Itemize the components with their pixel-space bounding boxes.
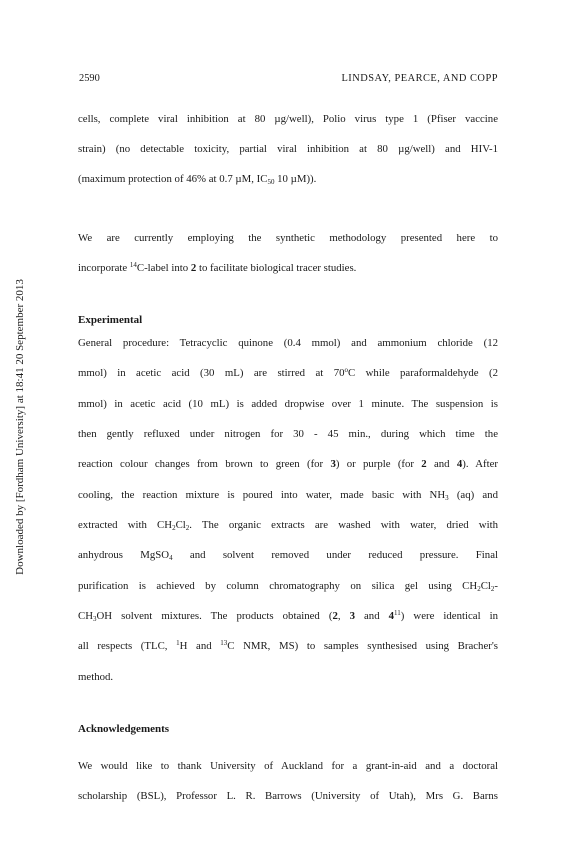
paragraph2-text-c: to facilitate biological tracer studies. xyxy=(196,262,357,274)
chemical-subscript: 2 xyxy=(477,585,481,593)
chemical-subscript: 3 xyxy=(93,615,97,623)
experimental-line-10 xyxy=(78,609,498,623)
experimental-line-7-text-a: extracted with CH xyxy=(78,519,173,531)
experimental-line-9 xyxy=(78,579,498,593)
experimental-line-11-text-a: all respects (TLC, xyxy=(78,640,177,652)
chemical-subscript: 2 xyxy=(490,585,495,593)
experimental-line-12-text: method. xyxy=(78,671,114,683)
compound-ref: 2 xyxy=(332,610,338,622)
intro-line-3 xyxy=(78,172,498,186)
compound-ref: 3 xyxy=(330,458,336,470)
chemical-subscript: 4 xyxy=(169,554,173,562)
intro-line-1-text: cells, complete viral inhibition at 80 µg/well), Polio virus type 1 (Pfiser vaccine xyxy=(78,113,498,125)
experimental-line-2-text-b: C while paraformaldehyde (2 xyxy=(348,367,498,379)
experimental-heading: Experimental xyxy=(78,314,143,326)
intro-line-1 xyxy=(78,112,498,126)
experimental-line-10-text-a: CH xyxy=(78,610,93,622)
compound-ref: 3 xyxy=(349,610,355,622)
experimental-line-4 xyxy=(78,427,498,441)
experimental-line-10-text-b: OH solvent mixtures. The products obtained ( xyxy=(96,610,333,622)
experimental-line-10-text-c: , xyxy=(337,610,350,622)
experimental-line-9-text-b: Cl xyxy=(480,580,491,592)
chemical-subscript: 3 xyxy=(445,494,449,502)
paragraph2-text-a: incorporate xyxy=(78,262,130,274)
experimental-line-4-text: then gently refluxed under nitrogen for 30 - 45 min., during which time the xyxy=(78,428,498,440)
experimental-line-9-text-c: - xyxy=(494,580,498,592)
compound-ref: 2 xyxy=(190,262,197,274)
experimental-line-7-text-c: . The organic extracts are washed with water, dried with xyxy=(189,519,499,531)
experimental-line-8 xyxy=(78,548,498,562)
compound-ref: 2 xyxy=(421,458,427,470)
paragraph2-line-1-text: We are currently employing the synthetic methodology presented here to xyxy=(78,232,498,244)
experimental-line-5 xyxy=(78,457,498,471)
experimental-line-5-text-d: and xyxy=(426,458,457,470)
experimental-line-6-text-a: cooling, the reaction mixture is poured into water, made basic with NH xyxy=(78,489,446,501)
experimental-line-9-text-a: purification is achieved by column chromatography on silica gel using CH xyxy=(78,580,478,592)
experimental-line-3 xyxy=(78,397,498,411)
experimental-line-5-text-c: ) or purple (for xyxy=(335,458,422,470)
acknowledgements-line-2 xyxy=(78,789,498,803)
chemical-subscript: 2 xyxy=(185,524,190,532)
experimental-line-6 xyxy=(78,488,498,502)
running-head xyxy=(79,73,498,87)
experimental-line-11-text-b: H and xyxy=(179,640,221,652)
chemical-subscript: 2 xyxy=(172,524,176,532)
isotope-superscript: 1 xyxy=(176,639,180,647)
intro-line-2 xyxy=(78,142,498,156)
paragraph2-text-b: C-label into xyxy=(136,262,191,274)
experimental-line-12 xyxy=(78,670,498,684)
experimental-line-7 xyxy=(78,518,498,532)
experimental-line-8-text-b: and solvent removed under reduced pressure. Final xyxy=(172,549,498,561)
download-stamp xyxy=(0,0,40,864)
intro-line-3-text-a: (maximum protection of 46% at 0.7 µM, IC xyxy=(78,173,268,185)
experimental-line-10-text-d: and xyxy=(354,610,389,622)
compound-ref: 4 xyxy=(456,458,463,470)
paragraph2-line-2 xyxy=(78,261,498,275)
experimental-line-11-text-c: C NMR, MS) to samples synthesised using Bracher's xyxy=(227,640,498,652)
isotope-superscript: 14 xyxy=(129,261,137,269)
page-number: 2590 xyxy=(79,73,100,84)
intro-line-2-text: strain) (no detectable toxicity, partial viral inhibition at 80 µg/well) and HIV-1 xyxy=(78,143,498,155)
intro-line-3-text-b: 10 µM)). xyxy=(274,173,317,185)
ic50-subscript: 50 xyxy=(267,178,275,186)
experimental-line-5-text-a: reaction colour changes from brown to green (for xyxy=(78,458,331,470)
experimental-line-1 xyxy=(78,336,498,350)
experimental-line-7-text-b: Cl xyxy=(175,519,186,531)
compound-ref: 4 xyxy=(388,610,395,622)
degree-superscript: o xyxy=(344,366,348,374)
experimental-line-5-text-e: ). After xyxy=(462,458,498,470)
acknowledgements-line-1 xyxy=(78,759,498,773)
experimental-line-8-text-a: anhydrous MgSO xyxy=(78,549,170,561)
isotope-superscript: 13 xyxy=(220,639,228,647)
experimental-line-3-text: mmol) in acetic acid (10 mL) is added dropwise over 1 minute. The suspension is xyxy=(78,398,498,410)
experimental-line-11 xyxy=(78,639,498,653)
experimental-line-10-text-e: ) were identical in xyxy=(400,610,498,622)
experimental-line-1-text: General procedure: Tetracyclic quinone (0.4 mmol) and ammonium chloride (12 xyxy=(78,337,498,349)
download-stamp-text: Downloaded by [Fordham University] at 18:41 20 September 2013 xyxy=(14,279,26,575)
acknowledgements-line-2-text: scholarship (BSL), Professor L. R. Barrows (University of Utah), Mrs G. Barns xyxy=(78,790,498,802)
experimental-line-6-text-b: (aq) and xyxy=(448,489,498,501)
acknowledgements-heading: Acknowledgements xyxy=(78,723,170,735)
experimental-line-2 xyxy=(78,366,498,380)
citation-superscript: 11 xyxy=(394,609,401,617)
experimental-line-2-text-a: mmol) in acetic acid (30 mL) are stirred at 70 xyxy=(78,367,345,379)
acknowledgements-line-1-text: We would like to thank University of Auckland for a grant-in-aid and a doctoral xyxy=(78,760,498,772)
paragraph2-line-1 xyxy=(78,231,498,245)
running-head-authors: LINDSAY, PEARCE, AND COPP xyxy=(341,73,498,84)
